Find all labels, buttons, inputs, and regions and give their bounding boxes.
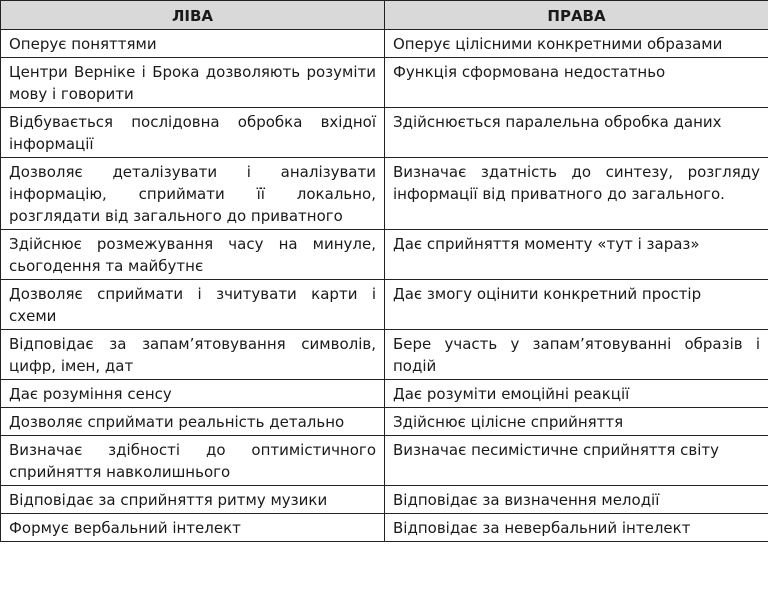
column-header-right: ПРАВА [385,1,768,30]
left-cell: Дозволяє сприймати і зчитувати карти і схеми [1,280,385,330]
right-cell: Бере участь у запам’ятовуванні образів і подій [385,330,768,380]
table-row [1,330,768,380]
left-cell: Центри Верніке і Брока дозволяють розуміти мову і говорити [1,58,385,108]
right-cell: Відповідає за невербальний інтелект [385,514,768,542]
right-cell: Функція сформована недостатньо [385,58,768,108]
left-cell: Дозволяє деталізувати і аналізувати інформацію, сприймати її локально, розглядати від загального до приватного [1,158,385,230]
table-row [1,158,768,230]
right-cell: Здійснюється паралельна обробка даних [385,108,768,158]
right-cell: Дає змогу оцінити конкретний простір [385,280,768,330]
right-cell: Дає розуміти емоційні реакції [385,380,768,408]
table-row [1,58,768,108]
right-cell: Визначає песимістичне сприйняття світу [385,436,768,486]
left-cell: Дає розуміння сенсу [1,380,385,408]
left-cell: Відповідає за сприйняття ритму музики [1,486,385,514]
table-row [1,436,768,486]
left-cell: Визначає здібності до оптимістичного сприйняття навколишнього [1,436,385,486]
table-row [1,408,768,436]
right-cell: Визначає здатність до синтезу, розгляду інформації від приватного до загального. [385,158,768,230]
left-cell: Оперує поняттями [1,30,385,58]
table-row [1,230,768,280]
table-row [1,514,768,542]
left-cell: Відповідає за запам’ятовування символів, цифр, імен, дат [1,330,385,380]
table-row [1,280,768,330]
table-row [1,486,768,514]
table-row [1,108,768,158]
right-cell: Оперує цілісними конкретними образами [385,30,768,58]
right-cell: Дає сприйняття моменту «тут і зараз» [385,230,768,280]
table-row [1,380,768,408]
table-row [1,30,768,58]
table-header-row [1,1,768,30]
left-cell: Формує вербальний інтелект [1,514,385,542]
left-cell: Дозволяє сприймати реальність детально [1,408,385,436]
right-cell: Здійснює цілісне сприйняття [385,408,768,436]
left-cell: Здійснює розмежування часу на минуле, сьогодення та майбутнє [1,230,385,280]
right-cell: Відповідає за визначення мелодії [385,486,768,514]
left-cell: Відбувається послідовна обробка вхідної інформації [1,108,385,158]
column-header-left: ЛІВА [1,1,385,30]
